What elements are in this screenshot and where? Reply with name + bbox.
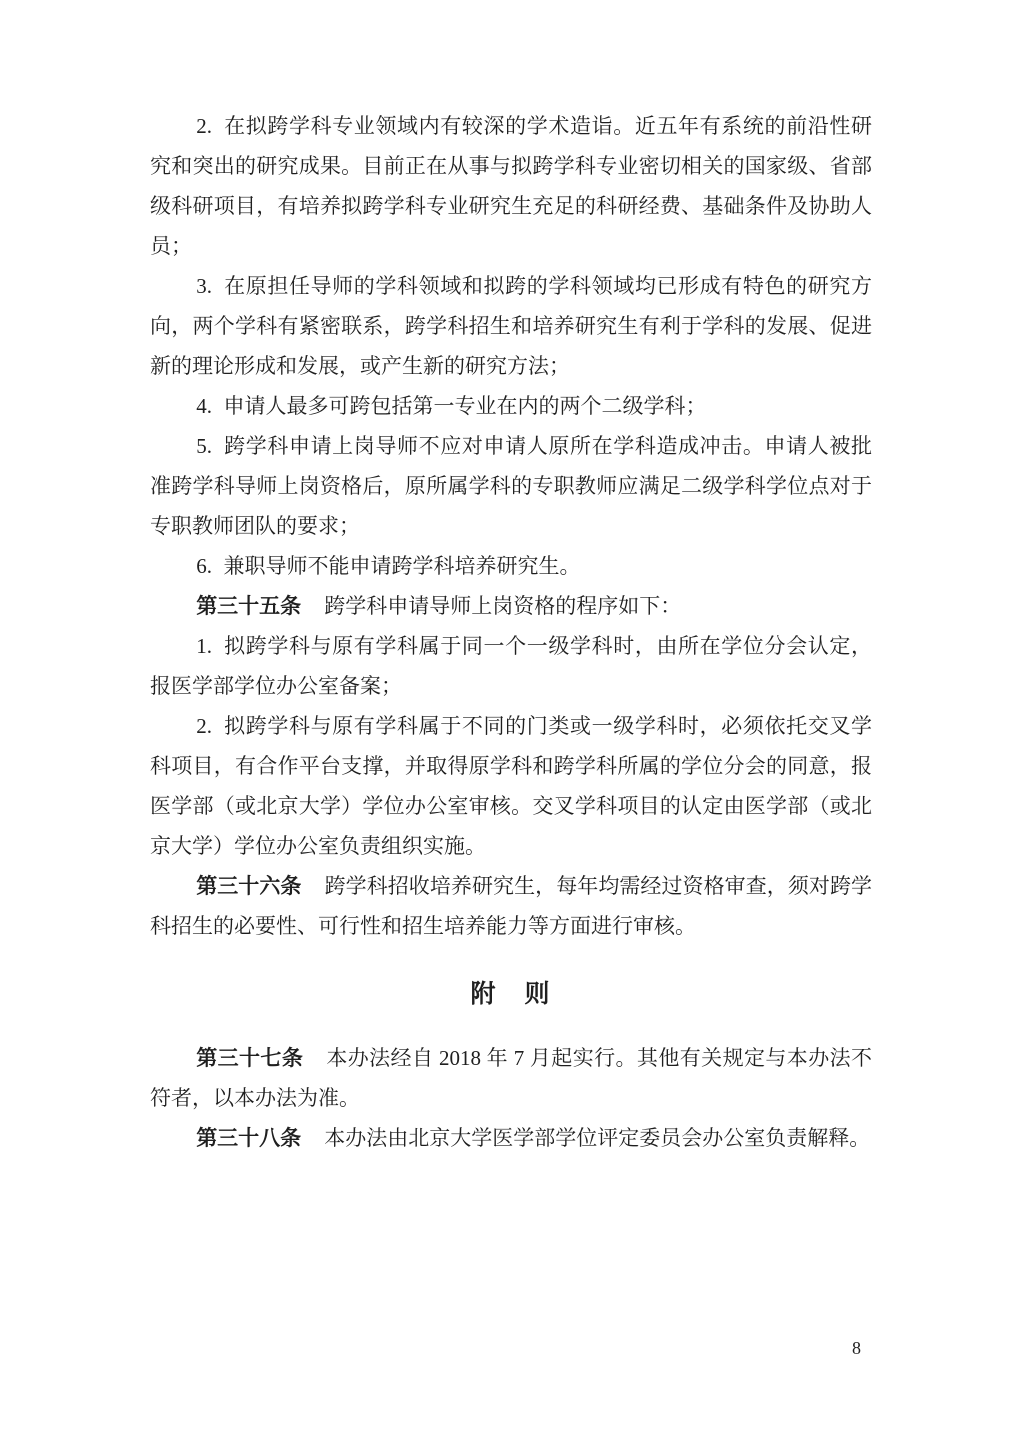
item-5-paragraph	[150, 426, 872, 546]
paragraph-text: 兼职导师不能申请跨学科培养研究生。	[223, 554, 581, 578]
paragraph-text: 跨学科申请上岗导师不应对申请人原所在学科造成冲击。申请人被批准跨学科导师上岗资格后，原所属学科的专职教师应满足二级学科学位点对于专职教师团队的要求；	[150, 434, 872, 538]
paragraph-text: 跨学科申请导师上岗资格的程序如下：	[324, 594, 682, 618]
paragraph-text: 本办法经自 2018 年 7 月起实行。其他有关规定与本办法不符者，以本办法为准。	[150, 1046, 873, 1110]
article-term: 第三十八条	[196, 1126, 302, 1150]
article-term: 第三十七条	[196, 1046, 304, 1070]
list-number: 2.	[196, 114, 212, 138]
item-6-paragraph	[150, 546, 872, 586]
paragraph-text: 在原担任导师的学科领域和拟跨的学科领域均已形成有特色的研究方向，两个学科有紧密联系，跨学科招生和培养研究生有利于学科的发展、促进新的理论形成和发展，或产生新的研究方法；	[150, 274, 872, 378]
paragraph-text: 本办法由北京大学医学部学位评定委员会办公室负责解释。	[324, 1126, 871, 1150]
paragraph-text: 申请人最多可跨包括第一专业在内的两个二级学科；	[223, 394, 707, 418]
appendix-heading: 附 则	[470, 981, 552, 1008]
article-term: 第三十五条	[196, 594, 302, 618]
article-38-paragraph	[150, 1118, 872, 1158]
article-35-paragraph	[150, 586, 872, 626]
paragraph-text: 拟跨学科与原有学科属于同一个一级学科时，由所在学位分会认定，报医学部学位办公室备案；	[150, 634, 872, 698]
paragraph-text: 拟跨学科与原有学科属于不同的门类或一级学科时，必须依托交叉学科项目，有合作平台支撑，并取得原学科和跨学科所属的学位分会的同意，报医学部（或北京大学）学位办公室审核。交叉学科项目的认定由医学部（或北京大学）学位办公室负责组织实施。	[150, 714, 872, 858]
list-number: 6.	[196, 554, 212, 578]
list-number: 3.	[196, 274, 212, 298]
list-number: 1.	[196, 634, 212, 658]
paragraph-text: 跨学科招收培养研究生，每年均需经过资格审查，须对跨学科招生的必要性、可行性和招生培养能力等方面进行审核。	[150, 874, 873, 938]
article-37-paragraph	[150, 1038, 872, 1118]
article-35-item-2-paragraph	[150, 706, 872, 866]
list-number: 4.	[196, 394, 212, 418]
item-2-paragraph	[150, 106, 872, 266]
paragraph-text: 在拟跨学科专业领域内有较深的学术造诣。近五年有系统的前沿性研究和突出的研究成果。目前正在从事与拟跨学科专业密切相关的国家级、省部级科研项目，有培养拟跨学科专业研究生充足的科研经费、基础条件及协助人员；	[150, 114, 872, 258]
article-term: 第三十六条	[196, 874, 302, 898]
article-36-paragraph	[150, 866, 872, 946]
list-number: 2.	[196, 714, 212, 738]
document-body	[150, 106, 872, 1158]
item-3-paragraph	[150, 266, 872, 386]
list-number: 5.	[196, 434, 212, 458]
item-4-paragraph	[150, 386, 872, 426]
article-35-item-1-paragraph	[150, 626, 872, 706]
page-number: 8	[852, 1338, 861, 1358]
